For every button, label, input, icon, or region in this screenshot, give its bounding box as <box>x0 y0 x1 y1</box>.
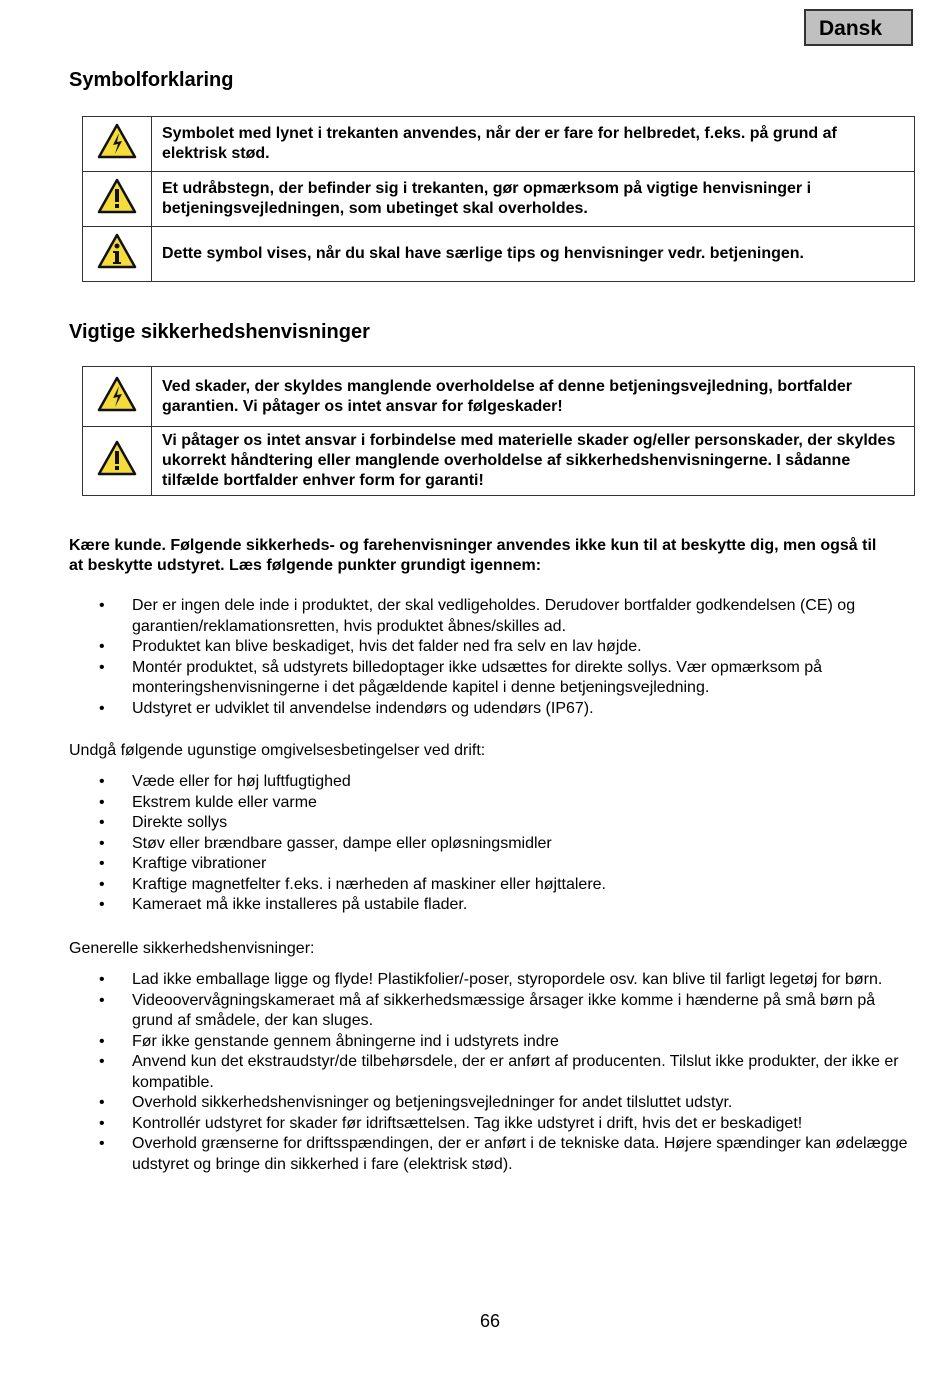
list-item: • Væde eller for høj luftfugtighed <box>69 772 914 793</box>
table-row <box>83 367 915 427</box>
list-item: • Overhold sikkerhedshenvisninger og betjeningsvejledninger for andet tilsluttet udstyr. <box>69 1093 914 1114</box>
list-item: • Produktet kan blive beskadiget, hvis det falder ned fra selv en lav højde. <box>69 637 914 658</box>
list-item: • Overhold grænserne for driftsspændingen, der er anført i de tekniske data. Højere spændinger kan ødelægge udstyret og bringe din sikkerhed i fare (elektrisk stød). <box>69 1134 914 1175</box>
list-item: • Der er ingen dele inde i produktet, der skal vedligeholdes. Derudover bortfalder godkendelsen (CE) og garantien/reklamationsretten, hvis produktet åbnes/skilles ad. <box>69 596 914 637</box>
safety-heading: Vigtige sikkerhedshenvisninger <box>69 321 370 343</box>
lightning-warning-icon <box>83 117 152 172</box>
list-item: • Støv eller brændbare gasser, dampe eller opløsningsmidler <box>69 834 914 855</box>
page-number: 66 <box>479 1311 501 1331</box>
list-item: • Udstyret er udviklet til anvendelse indendørs og udendørs (IP67). <box>69 699 914 720</box>
list-item: • Kraftige magnetfelter f.eks. i nærheden af maskiner eller højttalere. <box>69 875 914 896</box>
lightning-warning-icon <box>83 367 152 427</box>
safety-table <box>82 366 915 496</box>
list-item: • Kontrollér udstyret for skader før idriftsættelsen. Tag ikke udstyret i drift, hvis det er beskadiget! <box>69 1114 914 1135</box>
intro-paragraph: Kære kunde. Følgende sikkerheds- og farehenvisninger anvendes ikke kun til at beskytte dig, men også til at beskytte udstyret. Læs følgende punkter grundigt igennem: <box>69 537 877 574</box>
safety-description: Ved skader, der skyldes manglende overholdelse af denne betjeningsvejledning, bortfalder garantien. Vi påtager os intet ansvar for følgeskader! <box>152 367 915 427</box>
table-row <box>83 117 915 172</box>
list-environment <box>69 772 914 916</box>
table-row <box>83 227 915 282</box>
list-item: • Lad ikke emballage ligge og flyde! Plastikfolier/-poser, styropordele osv. kan blive til farligt legetøj for børn. <box>69 970 914 991</box>
list-item: • Ekstrem kulde eller varme <box>69 793 914 814</box>
symbol-description: Dette symbol vises, når du skal have særlige tips og henvisninger vedr. betjeningen. <box>152 227 915 282</box>
general-safety-heading: Generelle sikkerhedshenvisninger: <box>69 940 315 957</box>
list-item: • Kameraet må ikke installeres på ustabile flader. <box>69 895 914 916</box>
list-item: • Anvend kun det ekstraudstyr/de tilbehørsdele, der er anført af producenten. Tilslut ikke produkter, der ikke er kompatible. <box>69 1052 914 1093</box>
symbols-heading: Symbolforklaring <box>69 69 234 91</box>
exclamation-warning-icon <box>83 172 152 227</box>
safety-description: Vi påtager os intet ansvar i forbindelse med materielle skader og/eller personskader, der skyldes ukorrekt håndtering eller manglende overholdelse af sikkerhedshenvisningerne. I sådanne tilfælde bortfalder enhver form for garanti! <box>152 427 915 496</box>
info-icon <box>83 227 152 282</box>
list-item: • Kraftige vibrationer <box>69 854 914 875</box>
list-item: • Videoovervågningskameraet må af sikkerhedsmæssige årsager ikke komme i hænderne på små børn på grund af smådele, der kan sluges. <box>69 991 914 1032</box>
symbols-table <box>82 116 915 282</box>
symbol-description: Et udråbstegn, der befinder sig i trekanten, gør opmærksom på vigtige henvisninger i betjeningsvejledningen, som ubetinget skal overholdes. <box>152 172 915 227</box>
symbol-description: Symbolet med lynet i trekanten anvendes, når der er fare for helbredet, f.eks. på grund af elektrisk stød. <box>152 117 915 172</box>
table-row <box>83 427 915 496</box>
list-general-notes <box>69 596 914 719</box>
list-item: • Før ikke genstande gennem åbningerne ind i udstyrets indre <box>69 1032 914 1053</box>
list-item: • Direkte sollys <box>69 813 914 834</box>
exclamation-warning-icon <box>83 427 152 496</box>
list-item: • Montér produktet, så udstyrets billedoptager ikke udsættes for direkte sollys. Vær opmærksom på monteringshenvisningerne i det pågældende kapitel i denne betjeningsvejledning. <box>69 658 914 699</box>
list-general-safety <box>69 970 914 1175</box>
environment-heading: Undgå følgende ugunstige omgivelsesbetingelser ved drift: <box>69 742 486 759</box>
table-row <box>83 172 915 227</box>
language-label: Dansk <box>804 9 913 46</box>
